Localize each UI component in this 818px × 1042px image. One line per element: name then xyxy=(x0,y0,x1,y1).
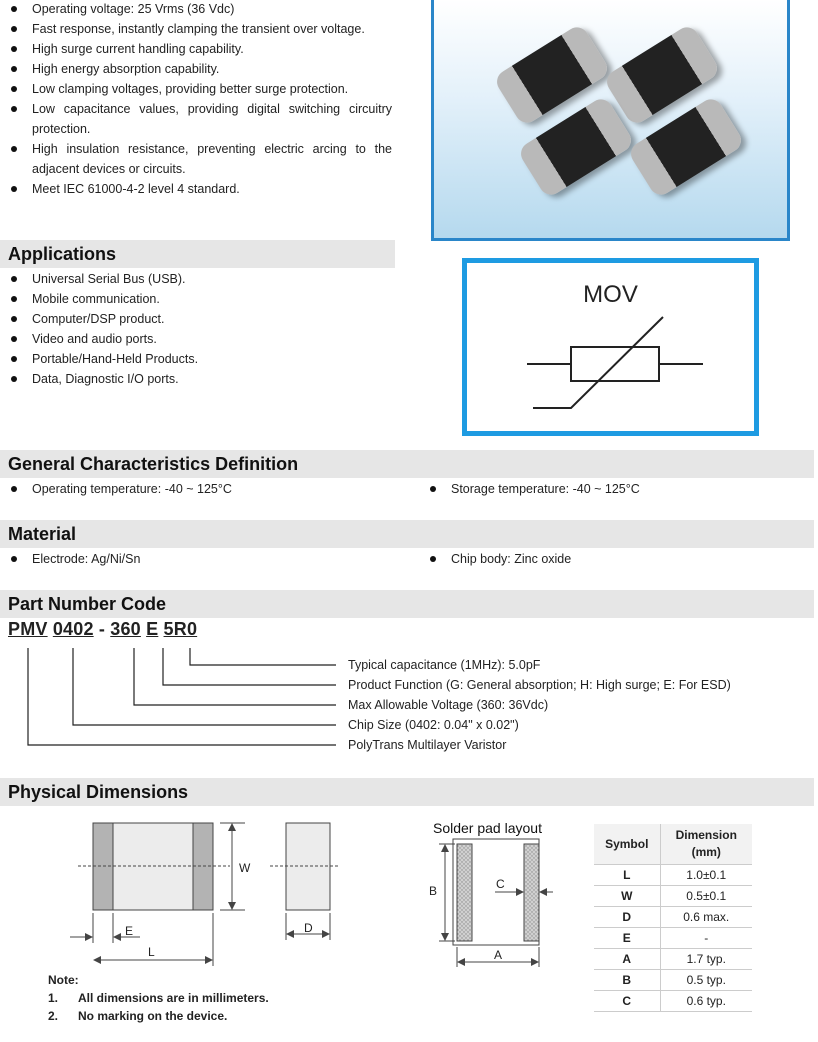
dim-label-d: D xyxy=(304,921,313,935)
row-value: - xyxy=(660,927,752,948)
row-symbol: C xyxy=(594,990,660,1011)
row-symbol: B xyxy=(594,969,660,990)
dim-label-e: E xyxy=(125,924,134,938)
header-dimension-line2: (mm) xyxy=(691,844,721,859)
product-photo xyxy=(431,0,790,241)
storage-temperature: Storage temperature: -40 ~ 125°C xyxy=(427,479,640,499)
row-value: 0.6 max. xyxy=(660,906,752,927)
row-symbol: W xyxy=(594,885,660,906)
header-dimension xyxy=(660,824,752,864)
applications-heading: Applications xyxy=(0,240,395,268)
row-symbol: D xyxy=(594,906,660,927)
feature-item: Low capacitance values, providing digital switching circuitry protection. xyxy=(8,99,392,139)
feature-item: High insulation resistance, preventing electric arcing to the adjacent devices or circuits. xyxy=(8,139,392,179)
mov-symbol-box xyxy=(462,258,759,436)
pn-size: 0402 xyxy=(52,619,94,639)
note-title: Note: xyxy=(48,973,79,987)
feature-item: Low clamping voltages, providing better surge protection. xyxy=(8,79,392,99)
note-text: All dimensions are in millimeters. xyxy=(78,991,269,1005)
table-row xyxy=(594,969,752,990)
application-item: Portable/Hand-Held Products. xyxy=(8,349,392,369)
general-heading: General Characteristics Definition xyxy=(0,450,814,478)
solder-pad-title: Solder pad layout xyxy=(433,820,542,836)
material-heading: Material xyxy=(0,520,814,548)
table-row xyxy=(594,927,752,948)
electrode-material: Electrode: Ag/Ni/Sn xyxy=(8,549,140,569)
feature-item: Fast response, instantly clamping the transient over voltage. xyxy=(8,19,392,39)
application-item: Video and audio ports. xyxy=(8,329,392,349)
pn-series: PMV xyxy=(8,619,48,639)
note-number: 2. xyxy=(48,1009,59,1023)
table-row xyxy=(594,864,752,885)
pn-dash: - xyxy=(98,619,106,639)
table-row xyxy=(594,885,752,906)
row-value: 0.5 typ. xyxy=(660,969,752,990)
table-header-row xyxy=(594,824,752,864)
dim-label-l: L xyxy=(148,945,155,959)
pn-desc-voltage: Max Allowable Voltage (360: 36Vdc) xyxy=(348,698,549,712)
application-item: Computer/DSP product. xyxy=(8,309,392,329)
pn-voltage: 360 xyxy=(110,619,141,639)
note-item xyxy=(48,1009,227,1023)
pad-label-a: A xyxy=(494,948,503,962)
pn-desc-series: PolyTrans Multilayer Varistor xyxy=(348,738,507,752)
varistor-symbol-icon xyxy=(467,263,754,431)
header-symbol: Symbol xyxy=(594,824,660,864)
pn-capacitance: 5R0 xyxy=(163,619,198,639)
row-symbol: E xyxy=(594,927,660,948)
features-list xyxy=(8,0,392,199)
dim-label-w: W xyxy=(239,861,251,875)
note-text: No marking on the device. xyxy=(78,1009,228,1023)
chip-top-view-drawing xyxy=(60,818,340,968)
row-value: 1.0±0.1 xyxy=(660,864,752,885)
row-symbol: A xyxy=(594,948,660,969)
dimension-table xyxy=(594,824,752,1012)
pn-desc-size: Chip Size (0402: 0.04" x 0.02") xyxy=(348,718,519,732)
application-item: Universal Serial Bus (USB). xyxy=(8,269,392,289)
feature-item: Meet IEC 61000-4-2 level 4 standard. xyxy=(8,179,392,199)
header-dimension-line1: Dimension xyxy=(675,827,737,842)
application-item: Data, Diagnostic I/O ports. xyxy=(8,369,392,389)
chip-body-material: Chip body: Zinc oxide xyxy=(427,549,571,569)
row-value: 0.5±0.1 xyxy=(660,885,752,906)
table-row xyxy=(594,906,752,927)
table-row xyxy=(594,990,752,1011)
note-number: 1. xyxy=(48,991,59,1005)
part-number-heading: Part Number Code xyxy=(0,590,814,618)
pn-desc-capacitance: Typical capacitance (1MHz): 5.0pF xyxy=(348,658,541,672)
operating-temperature: Operating temperature: -40 ~ 125°C xyxy=(8,479,232,499)
pn-desc-function: Product Function (G: General absorption; H: High surge; E: For ESD) xyxy=(348,678,731,692)
pad-label-c: C xyxy=(496,877,505,891)
table-row xyxy=(594,948,752,969)
applications-list xyxy=(8,269,392,389)
application-item: Mobile communication. xyxy=(8,289,392,309)
row-value: 0.6 typ. xyxy=(660,990,752,1011)
feature-item: High energy absorption capability. xyxy=(8,59,392,79)
row-value: 1.7 typ. xyxy=(660,948,752,969)
feature-item: Operating voltage: 25 Vrms (36 Vdc) xyxy=(8,0,392,19)
feature-item: High surge current handling capability. xyxy=(8,39,392,59)
note-item xyxy=(48,991,269,1005)
physical-heading: Physical Dimensions xyxy=(0,778,814,806)
pad-label-b: B xyxy=(429,884,438,898)
part-number-code xyxy=(8,619,197,640)
row-symbol: L xyxy=(594,864,660,885)
pn-function: E xyxy=(146,619,159,639)
mov-label: MOV xyxy=(583,281,638,308)
